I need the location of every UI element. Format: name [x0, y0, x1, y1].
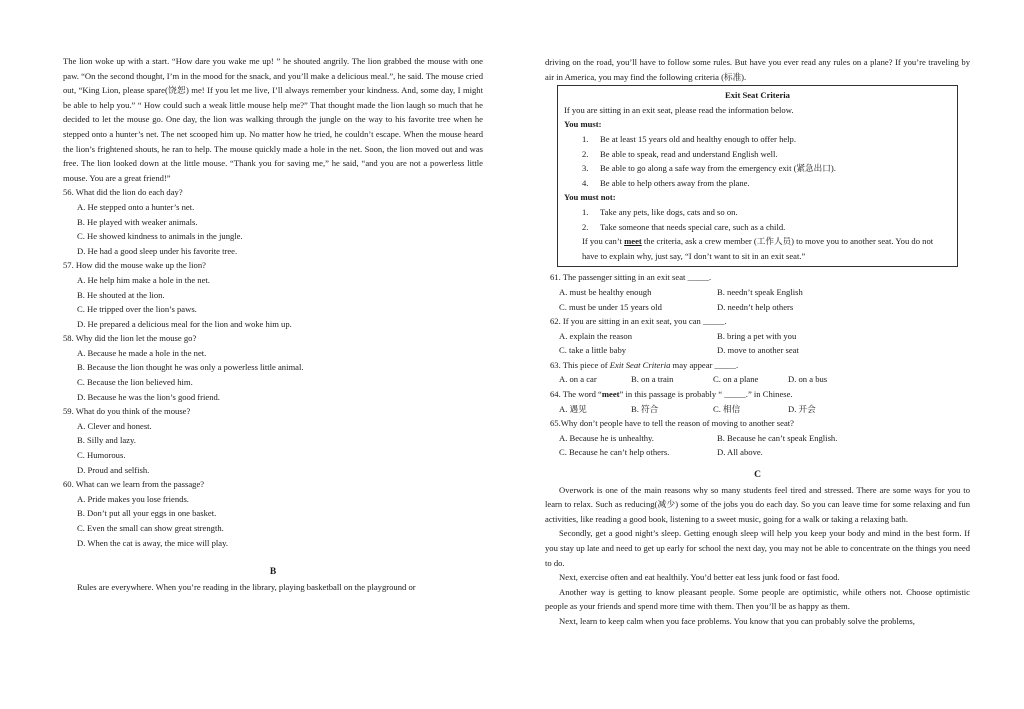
section-c-text [545, 483, 970, 629]
answer-option: D. He prepared a delicious meal for the lion and woke him up. [77, 318, 292, 329]
answer-option: C. must be under 15 years old [559, 301, 662, 312]
answer-option: A. Pride makes you lose friends. [77, 493, 189, 504]
question-stem: 59. What do you think of the mouse? [63, 406, 191, 417]
answer-option: B. Don’t put all your eggs in one basket. [77, 508, 217, 519]
criteria-item [564, 161, 951, 176]
answer-option: D. on a bus [788, 374, 828, 385]
must-label: You must: [564, 119, 602, 130]
answer-option: A. Because he is unhealthy. [559, 432, 654, 443]
options-grid [545, 329, 970, 358]
answer-option: A. explain the reason [559, 330, 633, 341]
criteria-number: 2. [582, 221, 589, 232]
right-column [545, 55, 970, 629]
question-stem: 65.Why don’t people have to tell the reason of moving to another seat? [550, 418, 794, 429]
question-stem: 57. How did the mouse wake up the lion? [63, 260, 206, 271]
criteria-number: 4. [582, 177, 589, 188]
answer-option: A. He stepped onto a hunter’s net. [77, 201, 195, 212]
must-not-list [564, 205, 951, 234]
criteria-number: 3. [582, 163, 589, 174]
options-grid [545, 402, 970, 417]
section-c-paragraph: Next, exercise often and eat healthily. You’d better eat less junk food or fast food. [559, 572, 840, 583]
answer-option: A. Clever and honest. [77, 420, 152, 431]
criteria-text: Be able to speak, read and understand English well. [600, 148, 778, 159]
answer-option: A. on a car [559, 374, 597, 385]
question-stem: 58. Why did the lion let the mouse go? [63, 333, 197, 344]
question-stem: 56. What did the lion do each day? [63, 187, 183, 198]
criteria-item [564, 147, 951, 162]
section-c-paragraph: Overwork is one of the main reasons why so many students feel tired and stressed. There are some ways for you to learn to relax. Such as reducing(减少) some of the jobs you do each day. So you can leave time for some relaxing and fun activities, like reading a good book, listening to a sweet music, going for a walk or taking a relaxing bath. [545, 484, 970, 524]
options-grid [545, 372, 970, 387]
left-column [63, 54, 483, 594]
answer-option: C. Because he can’t help others. [559, 447, 670, 458]
questions-a [63, 185, 483, 550]
criteria-item [564, 205, 951, 220]
stem-post: ” in this passage is probably “ _____.” in Chinese. [619, 389, 793, 400]
stem-pre: 64. The word “ [550, 389, 602, 400]
section-b-intro-right: driving on the road, you’ll have to follow some rules. But have you ever read any rules on a plane? If you’re traveling by air in America, you may find the following criteria (标准). [545, 57, 970, 82]
answer-option: D. needn’t help others [717, 301, 794, 312]
options-grid [545, 285, 970, 314]
answer-option: A. Because he made a hole in the net. [77, 347, 207, 358]
criteria-lead: If you are sitting in an exit seat, please read the information below. [564, 104, 794, 115]
answer-option: A. must be healthy enough [559, 286, 652, 297]
answer-option: B. on a train [631, 374, 674, 385]
answer-option: D. 开会 [788, 403, 816, 414]
criteria-number: 1. [582, 133, 589, 144]
answer-option: C. He showed kindness to animals in the jungle. [77, 231, 243, 242]
stem-bold: meet [601, 389, 620, 400]
section-c-paragraph: Next, learn to keep calm when you face problems. You know that you can probably solve the problems, [559, 615, 915, 626]
answer-option: C. Humorous. [77, 450, 126, 461]
answer-option: D. He had a good sleep under his favorite tree. [77, 245, 238, 256]
answer-option: C. Because the lion believed him. [77, 377, 193, 388]
answer-option: B. needn’t speak English [717, 286, 803, 297]
answer-option: C. He tripped over the lion’s paws. [77, 304, 197, 315]
questions-b [545, 270, 970, 460]
answer-option: C. Even the small can show great strength. [77, 523, 224, 533]
answer-option: C. take a little baby [559, 345, 627, 356]
answer-option: B. bring a pet with you [717, 330, 797, 341]
criteria-text: Be able to help others away from the plane. [600, 177, 750, 188]
closing-post: the criteria, ask a crew member (工作人员) to move you to another seat. You do not have to explain why, just say, “I don’t want to sit in an exit seat.” [582, 236, 934, 261]
answer-option: B. He played with weaker animals. [77, 216, 198, 227]
stem-italic: Exit Seat Criteria [609, 359, 671, 370]
question-stem [545, 387, 970, 402]
answer-option: D. Because he was the lion’s good friend. [77, 391, 220, 402]
closing-pre: If you can’t [582, 236, 625, 247]
criteria-item [564, 220, 951, 235]
passage-a-text: The lion woke up with a start. “How dare you wake me up! ” he shouted angrily. The lion grabbed the mouse with one paw. “On the second thought, I’m in the mood for the snack, and you’ll make a delicious meal.”, he said. The mouse cried out, “King Lion, please spare(饶恕) me! If you let me live, I’ll always remember your kindness. And, some day, I might be able to help you.” “ How could such a weak little mouse help me?” That thought made the lion laugh so much that he decided to let the mouse go. One day, the lion was walking through the jungle on the way to his favorite tree when he stepped onto a hunter’s net. The net scooped him up. No matter how he tried, he couldn’t escape. When the mouse heard the lion’s frightened shouts, he ran to help. The mouse quickly made a hole in the net. Soon, the lion moved out and was free. The lion looked down at the little mouse. “Thank you for saving me,” he said, “and you are not a powerless little mouse. You are a great friend!” [63, 56, 483, 183]
closing-keyword: meet [624, 236, 642, 247]
answer-option: B. Because the lion thought he was only a powerless little animal. [77, 362, 304, 373]
section-b-intro-left: Rules are everywhere. When you’re reading in the library, playing basketball on the playground or [77, 581, 416, 592]
question-stem: 62. If you are sitting in an exit seat, you can _____. [550, 316, 727, 327]
criteria-item [564, 176, 951, 191]
section-c-paragraph: Another way is getting to know pleasant people. Some people are optimistic, while others not. Choose optimistic people as your friends and spend more time with them. Then you’ll be as happy as them. [545, 586, 970, 612]
options-grid [545, 431, 970, 460]
answer-option: D. When the cat is away, the mice will play. [77, 537, 228, 548]
section-c-paragraph: Secondly, get a good night’s sleep. Getting enough sleep will help you keep your body and mind in the best form. If you stay up late and need to get up early for school the next day, you may not be able to concentrate on the things you need to do. [545, 528, 970, 568]
section-b-title: B [269, 567, 277, 578]
criteria-closing [564, 234, 951, 263]
answer-option: D. All above. [717, 447, 763, 458]
criteria-item [564, 132, 951, 147]
answer-option: B. 符合 [631, 403, 659, 414]
stem-pre: 63. This piece of [550, 359, 610, 370]
answer-option: D. move to another seat [717, 345, 799, 356]
question-stem: 61. The passenger sitting in an exit seat _____. [550, 272, 712, 283]
exit-seat-criteria-box [557, 85, 958, 267]
criteria-title: Exit Seat Criteria [725, 90, 790, 101]
question-stem: 60. What can we learn from the passage? [63, 479, 205, 490]
criteria-text: Be able to go along a safe way from the emergency exit (紧急出口). [600, 163, 836, 174]
must-list [564, 132, 951, 190]
criteria-text: Be at least 15 years old and healthy enough to offer help. [600, 133, 797, 144]
section-c-title: C [754, 470, 761, 481]
criteria-text: Take any pets, like dogs, cats and so on. [600, 206, 738, 217]
must-not-label: You must not: [564, 192, 616, 203]
answer-option: B. Silly and lazy. [77, 435, 136, 446]
answer-option: A. 遇见 [559, 403, 587, 414]
stem-post: may appear _____. [670, 359, 739, 370]
answer-option: C. on a plane [713, 374, 759, 385]
answer-option: A. He help him make a hole in the net. [77, 274, 210, 285]
criteria-text: Take someone that needs special care, such as a child. [600, 221, 786, 232]
question-stem [545, 358, 970, 373]
criteria-number: 1. [582, 206, 589, 217]
criteria-number: 2. [582, 148, 589, 159]
answer-option: B. Because he can’t speak English. [717, 432, 838, 443]
answer-option: B. He shouted at the lion. [77, 289, 165, 300]
answer-option: D. Proud and selfish. [77, 464, 150, 475]
answer-option: C. 相信 [713, 403, 741, 414]
